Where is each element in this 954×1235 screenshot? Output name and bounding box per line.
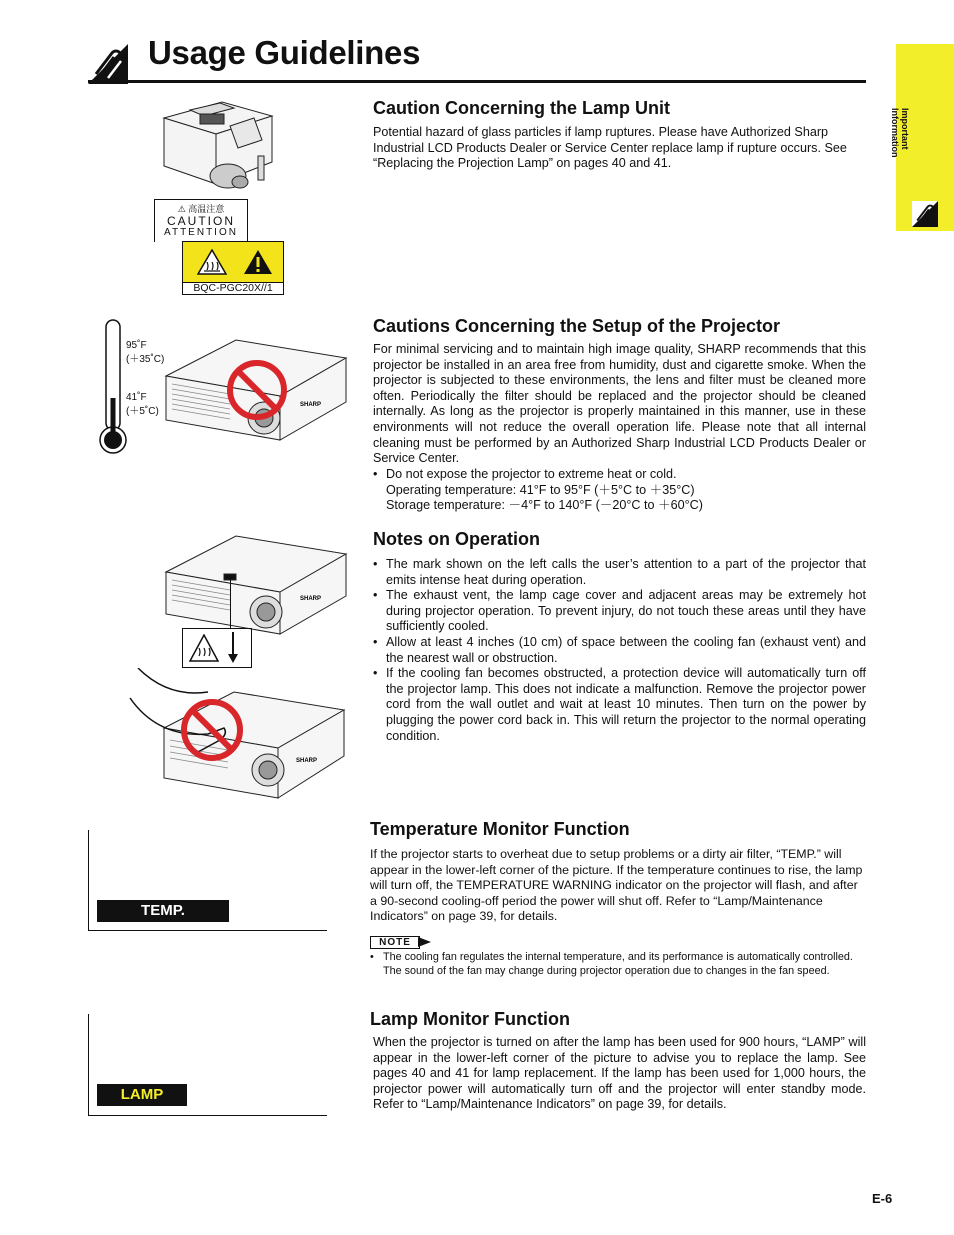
exclamation-icon — [243, 249, 273, 275]
setup-heading: Cautions Concerning the Setup of the Projector — [373, 316, 781, 336]
note-list — [370, 950, 866, 978]
pointer-line — [230, 578, 231, 628]
lamp-unit-body: Potential hazard of glass particles if lamp ruptures. Please have Authorized Sharp Industrial LCD Products Dealer or Service Center replace lamp if rupture occurs. See “Replacing the Projection Lamp” on pages 40 and 41. — [373, 125, 847, 171]
label-code: BQC-PGC20X//1 — [182, 282, 284, 295]
thermo-low-f: 41˚F — [126, 392, 147, 403]
temp-screen-illustration — [88, 830, 327, 931]
thermo-low-c: (＋5˚C) — [126, 406, 159, 417]
hot-surface-icon — [197, 249, 227, 275]
list-item: • Allow at least 4 inches (10 cm) of space between the cooling fan (exhaust vent) and the nearest wall or obstruction. — [373, 635, 866, 666]
svg-text:SHARP: SHARP — [300, 402, 322, 408]
lamp-unit-figure — [150, 96, 290, 301]
temperature-heading: Temperature Monitor Function — [370, 819, 630, 839]
side-tab-label: Important Information — [890, 108, 910, 158]
important-info-icon — [912, 201, 938, 227]
hot-surface-icon — [189, 634, 219, 662]
header-rule — [88, 80, 866, 83]
warning-plate — [182, 241, 284, 283]
svg-text:SHARP: SHARP — [296, 758, 318, 764]
list-item: • Do not expose the projector to extreme heat or cold. — [373, 467, 866, 483]
page-number: E-6 — [872, 1191, 893, 1206]
caution-label: ⚠ 高温注意 CAUTION ATTENTION — [154, 199, 248, 242]
page-title: Usage Guidelines — [148, 34, 421, 71]
lamp-osd: LAMP — [97, 1084, 187, 1106]
lamp-unit-illustration — [150, 96, 290, 201]
projector-vent-illustration — [160, 530, 350, 640]
list-item: Operating temperature: 41°F to 95°F (＋5°C to ＋35°C) Storage temperature: －4°F to 140°F (－20°C to ＋60°C) — [386, 482, 703, 513]
lamp-monitor-heading: Lamp Monitor Function — [370, 1009, 570, 1029]
operation-bullets — [373, 557, 866, 744]
list-item: • The mark shown on the left calls the user’s attention to a part of the projector that emits intense heat during operation. — [373, 557, 866, 588]
operation-heading: Notes on Operation — [373, 529, 541, 549]
prohibited-icon — [226, 359, 288, 421]
list-item: • If the cooling fan becomes obstructed, a protection device will automatically turn off the projector lamp. This does not indicate a malfunction. Remove the projector power cord from the wall outlet and wait at least 10 minutes. Then turn on the power by plugging the power cord back in. This will return the projector to the normal operating condition. — [373, 666, 866, 744]
heat-mark-box — [182, 628, 252, 668]
setup-bullets — [373, 467, 866, 514]
list-item: • The cooling fan regulates the internal temperature, and its performance is automatically controlled. The sound of the fan may change during projector operation due to changes in the fan speed. — [370, 950, 866, 978]
list-item: • The exhaust vent, the lamp cage cover and adjacent areas may be extremely hot during projector operation. To prevent injury, do not touch these areas until they have sufficiently cooled. — [373, 588, 866, 635]
thermo-high-c: (＋35˚C) — [126, 354, 165, 365]
lamp-unit-heading: Caution Concerning the Lamp Unit — [373, 98, 670, 118]
temp-osd: TEMP. — [97, 900, 229, 922]
important-info-icon — [88, 44, 128, 84]
svg-text:SHARP: SHARP — [300, 596, 322, 602]
note-badge: NOTE — [370, 936, 434, 949]
side-tab-important-information[interactable] — [890, 44, 954, 231]
prohibited-icon — [180, 698, 244, 762]
arrow-down-icon — [227, 632, 239, 664]
setup-body: For minimal servicing and to maintain high image quality, SHARP recommends that this projector be installed in an area free from humidity, dust and cigarette smoke. When the projector is subjected to these environments, the lens and filter must be cleaned more often. Periodically the filter should be replaced and the projector should be cleaned internally. As long as the projector is properly maintained in this manner, use in these environments will not reduce the overall operation life. Please note that all internal cleaning must be performed by an Authorized Sharp Industrial LCD Products Dealer or Service Center. — [373, 342, 866, 466]
lamp-monitor-body: When the projector is turned on after the lamp has been used for 900 hours, “LAMP” will appear in the lower-left corner of the picture to advise you to replace the lamp. See pages 40 and 41 for lamp replacement. If the lamp has been used for 1,000 hours, the projector power will automatically turn off and the projector will enter standby mode. Refer to “Lamp/Maintenance Indicators” on page 39, for details. — [373, 1035, 866, 1112]
thermometer-icon — [98, 318, 128, 458]
caution-triangle-icon: ⚠ — [177, 204, 186, 214]
lamp-screen-illustration — [88, 1014, 327, 1116]
thermo-high-f: 95˚F — [126, 340, 147, 351]
note-arrow-icon — [418, 936, 432, 948]
temperature-body: If the projector starts to overheat due to setup problems or a dirty air filter, “TEMP.” will appear in the lower-left corner of the picture. If the temperature continues to rise, the lamp will turn off, the TEMPERATURE WARNING indicator on the projector will flash, and after a 90-second cooling-off period the power will shut off. Refer to “Lamp/Maintenance Indicators” on page 39, for details. — [370, 847, 863, 924]
